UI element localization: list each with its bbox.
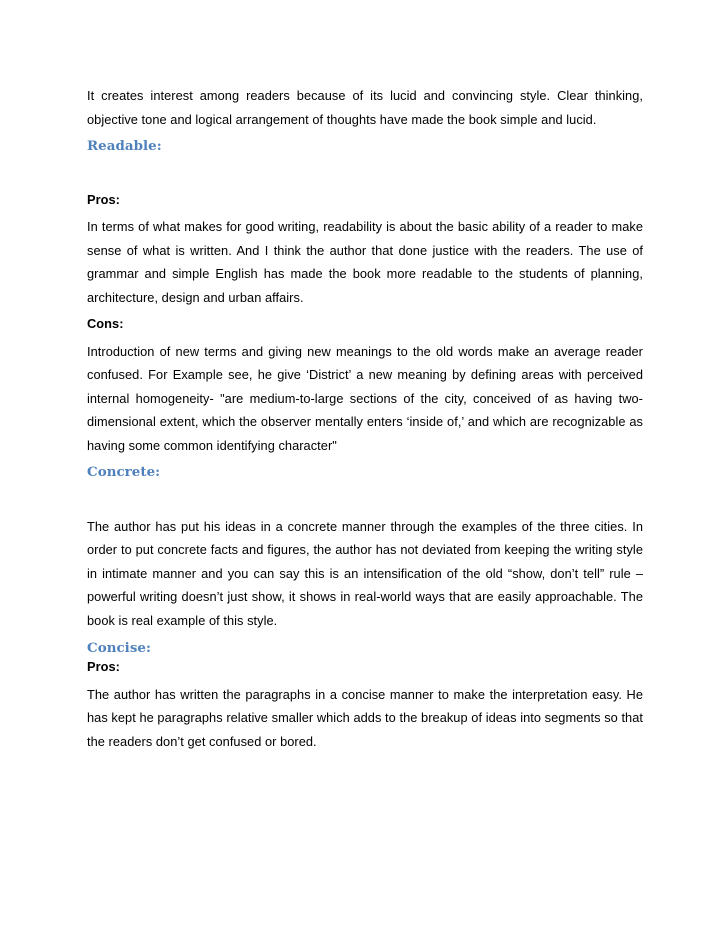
- document-page: [87, 84, 643, 753]
- concise-pros-label: Pros:: [87, 658, 120, 674]
- concrete-paragraph: The author has put his ideas in a concrete manner through the examples of the three cities. In order to put concrete facts and figures, the author has not deviated from keeping the writing style in intimate manner and you can say this is an intensification of the old “show, don’t tell” rule – powerful writing doesn’t just show, it shows in real-world ways that are easily approachable. The book is real example of this style.: [87, 518, 643, 628]
- intro-paragraph: It creates interest among readers because of its lucid and convincing style. Clear thinking, objective tone and logical arrangement of thoughts have made the book simple and lucid.: [87, 88, 643, 127]
- readable-pros-paragraph: In terms of what makes for good writing, readability is about the basic ability of a reader to make sense of what is written. And I think the author that done justice with the readers. The use of grammar and simple English has made the book more readable to the students of planning, architecture, design and urban affairs.: [87, 219, 643, 305]
- heading-concise: Concise:: [87, 639, 151, 656]
- readable-pros-label: Pros:: [87, 192, 120, 208]
- readable-cons-paragraph: Introduction of new terms and giving new meanings to the old words make an average reader confused. For Example see, he give ‘District’ a new meaning by defining areas with perceived internal homogeneity- "are medium-to-large sections of the city, conceived of as having two-dimensional extent, which the observer mentally enters ‘inside of,’ and which are recognizable as having some common identifying character": [87, 343, 643, 453]
- heading-readable: Readable:: [87, 138, 162, 155]
- readable-cons-label: Cons:: [87, 315, 124, 331]
- heading-concrete: Concrete:: [87, 463, 161, 480]
- concise-pros-paragraph: The author has written the paragraphs in a concise manner to make the interpretation easy. He has kept he paragraphs relative smaller which adds to the breakup of ideas into segments so that the readers don’t get confused or bored.: [87, 686, 643, 749]
